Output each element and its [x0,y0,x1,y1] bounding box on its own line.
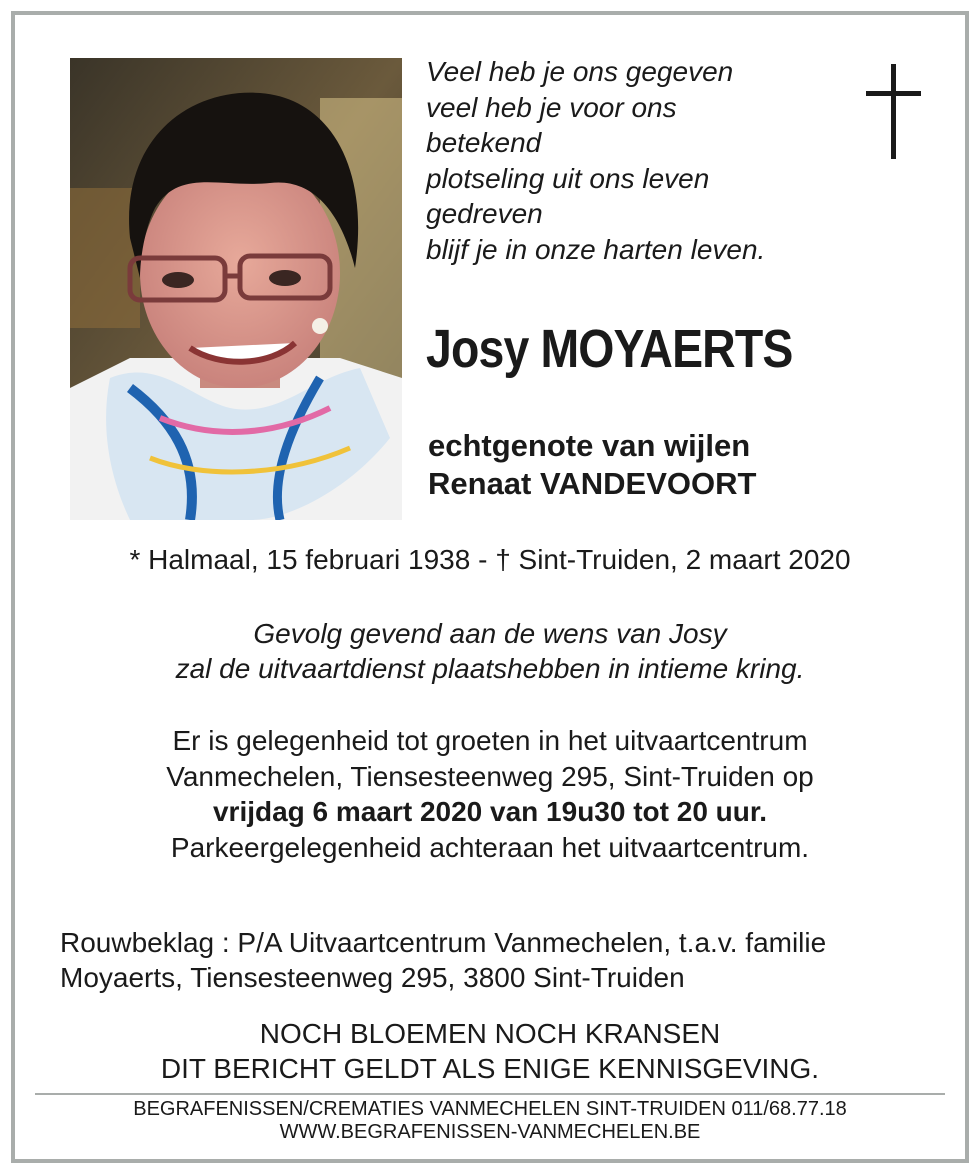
poem [426,54,846,267]
portrait-photo [70,58,402,520]
footer [0,1098,980,1144]
funeral-home-line: BEGRAFENISSEN/CREMATIES VANMECHELEN SINT-TRUIDEN 011/68.77.18 [133,1098,847,1120]
visitation-datetime: vrijdag 6 maart 2020 van 19u30 tot 20 uur. [212,796,768,827]
poem-line: plotseling uit ons leven [426,162,710,194]
spouse-name: Renaat VANDEVOORT [428,466,757,501]
notice [0,1016,980,1086]
condolence-address [60,925,826,995]
funeral-wish [0,616,980,686]
footer-divider [35,1093,945,1095]
condolence-line: Moyaerts, Tiensesteenweg 295, 3800 Sint-Truiden [60,962,685,993]
birth-death-dates: * Halmaal, 15 februari 1938 - † Sint-Truiden, 2 maart 2020 [129,544,851,575]
poem-line: Veel heb je ons gegeven [426,56,734,87]
poem-line: gedreven [426,198,543,229]
website-line: WWW.BEGRAFENISSEN-VANMECHELEN.BE [279,1121,701,1143]
poem-line: betekend [426,127,542,158]
notice-line: DIT BERICHT GELDT ALS ENIGE KENNISGEVING. [160,1053,820,1084]
portrait-image [70,58,402,520]
spouse-relation [428,427,756,503]
cross-icon [866,64,921,159]
visitation-line: Parkeergelegenheid achteraan het uitvaartcentrum. [170,831,810,863]
deceased-name: Josy MOYAERTS [426,319,793,379]
visitation-line: Er is gelegenheid tot groeten in het uitvaartcentrum [172,725,808,756]
poem-line: veel heb je voor ons [426,91,677,123]
condolence-line: Rouwbeklag : P/A Uitvaartcentrum Vanmechelen, t.a.v. familie [60,927,827,958]
wish-line: Gevolg gevend aan de wens van Josy [253,618,727,649]
wish-line: zal de uitvaartdienst plaatshebben in intieme kring. [175,653,805,684]
notice-line: NOCH BLOEMEN NOCH KRANSEN [259,1018,721,1049]
visitation-line: Vanmechelen, Tiensesteenweg 295, Sint-Truiden op [166,760,814,792]
poem-line: blijf je in onze harten leven. [426,233,766,265]
visitation-info [0,723,980,865]
relation-line: echtgenote van wijlen [428,428,751,463]
